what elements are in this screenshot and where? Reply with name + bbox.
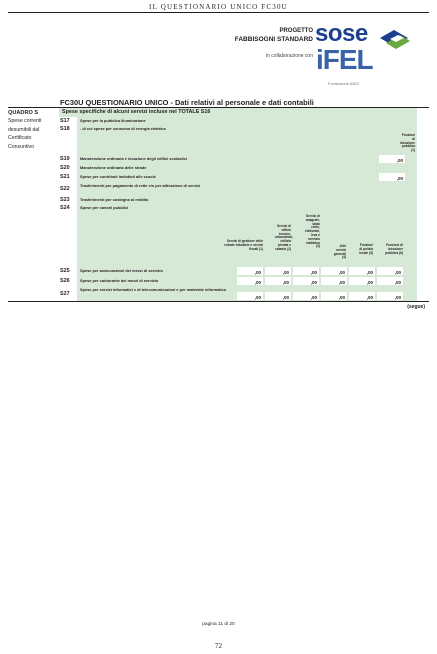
column-header-entrate: Servizi di gestione delle entrate tributarie e servizi fiscali (1) bbox=[224, 239, 263, 251]
row-desc: - di cui spese per consumo di energia elettrica bbox=[80, 126, 166, 131]
ifel-subtitle: Fondazione ANCI bbox=[328, 81, 360, 86]
page-number: 72 bbox=[215, 642, 222, 650]
sose-mark-icon bbox=[378, 28, 412, 52]
value-field[interactable]: ,00 bbox=[321, 277, 347, 285]
row-desc: Spese per contributi indistinti alle scuole bbox=[80, 174, 156, 179]
value-field[interactable]: ,00 bbox=[321, 292, 347, 300]
column-header-istruzione: Funzioni di istruzione pubblica (1) bbox=[399, 133, 415, 153]
row-s27 bbox=[59, 286, 417, 301]
project-line2: FABBISOGNI STANDARD bbox=[234, 36, 313, 43]
value-field[interactable]: ,00 bbox=[379, 155, 405, 163]
row-desc: Trasferimenti per pagamento di rette e/o per attivazione di servizi bbox=[80, 183, 201, 188]
row-s20 bbox=[59, 164, 417, 172]
row-desc: Trasferimenti per sostegno al reddito bbox=[80, 197, 149, 202]
quadro-description bbox=[8, 117, 58, 151]
row-code: S22 bbox=[59, 182, 77, 196]
sose-logo: sose bbox=[315, 20, 368, 47]
value-field[interactable]: ,00 bbox=[265, 292, 291, 300]
row-code: S26 bbox=[59, 276, 77, 286]
row-desc: Spese per carburante dei mezzi di servizio bbox=[80, 278, 159, 283]
header-rule bbox=[8, 12, 429, 13]
value-field[interactable]: ,00 bbox=[349, 267, 375, 275]
row-s19 bbox=[59, 154, 417, 164]
value-field[interactable]: ,00 bbox=[377, 292, 403, 300]
row-s23 bbox=[59, 196, 417, 204]
row-code: S18 bbox=[59, 125, 77, 164]
row-s25 bbox=[59, 266, 417, 276]
quadro-section bbox=[8, 110, 58, 151]
column-header-polizia: Funzioni di polizia locale (5) bbox=[359, 243, 373, 255]
row-s24 bbox=[59, 204, 417, 266]
project-line1: PROGETTO bbox=[279, 28, 313, 34]
row-desc: Spese per assicurazioni dei mezzi di servizio bbox=[80, 268, 163, 273]
quadro-desc-line: Consuntivo bbox=[8, 143, 34, 150]
row-s26 bbox=[59, 276, 417, 286]
column-header-istruzione-2: Funzioni di istruzione pubblica (6) bbox=[385, 243, 403, 255]
value-field[interactable]: ,00 bbox=[237, 267, 263, 275]
value-field[interactable]: ,00 bbox=[349, 292, 375, 300]
section-title: Spese specifiche di alcuni servizi incluse nel TOTALE S16 bbox=[62, 109, 211, 115]
page-of: pagina 11 di 20 bbox=[202, 622, 235, 627]
value-field[interactable]: ,00 bbox=[321, 267, 347, 275]
value-field[interactable]: ,00 bbox=[379, 173, 405, 181]
column-header-anagrafe: Servizi di anagrafe, stato civile, elettorale, leva e servizio statistico (3) bbox=[304, 214, 320, 249]
value-field[interactable]: ,00 bbox=[237, 277, 263, 285]
value-field[interactable]: ,00 bbox=[265, 277, 291, 285]
bottom-rule bbox=[8, 301, 429, 302]
form-title: FC30U QUESTIONARIO UNICO - Dati relativi al personale e dati contabili bbox=[60, 98, 314, 107]
row-desc: Manutenzione ordinaria e locazione degli edifici scolastici bbox=[80, 156, 188, 161]
collab-text: in collaborazione con bbox=[266, 53, 313, 59]
segue-note: (segue) bbox=[407, 304, 425, 310]
row-code: S21 bbox=[59, 172, 77, 182]
value-field[interactable]: ,00 bbox=[293, 277, 319, 285]
running-header: IL QUESTIONARIO UNICO FC30U bbox=[149, 3, 288, 11]
row-code: S19 bbox=[59, 154, 77, 164]
row-desc: Spese per la pubblica illuminazione bbox=[80, 118, 146, 123]
value-field[interactable]: ,00 bbox=[377, 267, 403, 275]
value-field[interactable]: ,00 bbox=[293, 267, 319, 275]
row-code: S23 bbox=[59, 196, 77, 204]
section-title-row bbox=[59, 108, 417, 117]
row-code: S25 bbox=[59, 266, 77, 276]
quadro-desc-line: desumibili dal bbox=[8, 126, 40, 133]
row-desc: Manutenzione ordinaria delle strade bbox=[80, 165, 147, 170]
quadro-desc-line: Certificato bbox=[8, 135, 32, 141]
row-s17 bbox=[59, 117, 417, 125]
value-field[interactable]: ,00 bbox=[293, 292, 319, 300]
ifel-logo: iFEL bbox=[316, 44, 373, 75]
logo-block bbox=[230, 20, 420, 98]
row-code: S24 bbox=[59, 204, 77, 267]
column-header-ufficio-tecnico: Servizi di ufficio tecnico, urbanistica, edilizia privata e catasto (2) bbox=[275, 224, 293, 251]
row-code: S17 bbox=[59, 117, 77, 125]
quadro-label: QUADRO S bbox=[8, 110, 39, 116]
row-s21 bbox=[59, 172, 417, 182]
column-header-altri-servizi: Altri servizi generali (4) bbox=[333, 244, 346, 260]
row-code: S20 bbox=[59, 164, 77, 172]
row-desc: Spese per servizi informatici e di telecomunicazioni e per materiale informatico bbox=[80, 287, 227, 292]
row-code: S27 bbox=[59, 286, 77, 301]
row-s22 bbox=[59, 182, 417, 196]
value-field[interactable]: ,00 bbox=[265, 267, 291, 275]
value-field[interactable]: ,00 bbox=[237, 292, 263, 300]
quadro-desc-line: Spese correnti bbox=[8, 118, 42, 124]
value-field[interactable]: ,00 bbox=[377, 277, 403, 285]
value-field[interactable]: ,00 bbox=[349, 277, 375, 285]
row-desc: Spese per canoni pubblici bbox=[80, 205, 129, 210]
